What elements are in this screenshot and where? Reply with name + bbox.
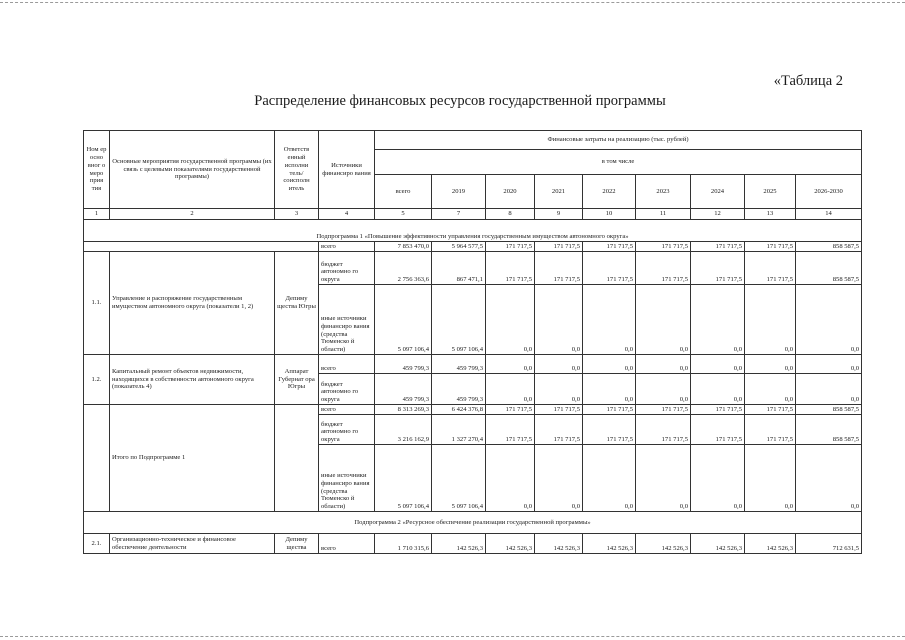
col-head-costs: Финансовые затраты на реализацию (тыс. рублей) [375,131,862,150]
value-cell: 867 471,1 [432,252,486,285]
value-cell: 858 587,5 [796,415,862,445]
value-cell: 3 216 162,9 [375,415,432,445]
subprogram-2-title: Подпрограмма 2 «Ресурсное обеспечение реализации государственной программы» [84,512,862,534]
value-cell: 142 526,3 [691,534,745,554]
scan-edge-top [0,2,905,3]
col-number: 13 [745,209,796,220]
value-cell: 171 717,5 [535,242,583,252]
col-number: 5 [375,209,432,220]
row-number: 1.1. [84,252,110,355]
value-cell: 0,0 [583,285,636,355]
value-cell: 0,0 [636,355,691,374]
col-number: 11 [636,209,691,220]
value-cell: 0,0 [796,445,862,512]
value-cell: 171 717,5 [691,415,745,445]
value-cell: 5 964 577,5 [432,242,486,252]
value-cell: 171 717,5 [486,415,535,445]
value-cell: 171 717,5 [486,252,535,285]
empty-cell [84,405,110,512]
value-cell: 5 097 106,4 [432,445,486,512]
value-cell: 171 717,5 [535,252,583,285]
value-cell: 0,0 [796,355,862,374]
col-number: 8 [486,209,535,220]
source-label: всего [319,355,375,374]
source-label: бюджет автономно го округа [319,252,375,285]
value-cell: 0,0 [745,445,796,512]
value-cell: 171 717,5 [535,405,583,415]
source-label: иные источники финансиро вания (средства Тюменско й области) [319,285,375,355]
value-cell: 7 853 470,0 [375,242,432,252]
table-row [84,534,862,554]
value-cell: 0,0 [691,355,745,374]
value-cell: 0,0 [636,445,691,512]
col-number: 2 [110,209,275,220]
value-cell: 171 717,5 [636,252,691,285]
column-number-row [84,209,862,220]
value-cell: 0,0 [486,374,535,405]
source-label: иные источники финансиро вания (средства Тюменско й области) [319,445,375,512]
source-label: всего [319,534,375,554]
value-cell: 171 717,5 [691,242,745,252]
value-cell: 171 717,5 [583,252,636,285]
value-cell: 0,0 [691,285,745,355]
source-label: всего [319,405,375,415]
table-row [84,405,862,415]
value-cell: 6 424 376,8 [432,405,486,415]
value-cell: 712 631,5 [796,534,862,554]
value-cell: 0,0 [486,355,535,374]
value-cell: 459 799,3 [432,355,486,374]
col-head-2023: 2023 [636,175,691,209]
value-cell: 142 526,3 [583,534,636,554]
value-cell: 858 587,5 [796,405,862,415]
col-head-2021: 2021 [535,175,583,209]
value-cell: 0,0 [486,285,535,355]
col-head-2026-2030: 2026-2030 [796,175,862,209]
col-head-2020: 2020 [486,175,535,209]
col-head-2022: 2022 [583,175,636,209]
financial-table [83,130,862,554]
value-cell: 171 717,5 [583,242,636,252]
subprogram-1-total-row [84,242,862,252]
value-cell: 142 526,3 [535,534,583,554]
col-head-including: в том числе [375,150,862,175]
value-cell: 5 097 106,4 [375,445,432,512]
source-label: бюджет автономно го округа [319,374,375,405]
header-row-1 [84,131,862,150]
col-head-2025: 2025 [745,175,796,209]
value-cell: 0,0 [745,285,796,355]
value-cell: 171 717,5 [636,405,691,415]
value-cell: 0,0 [535,355,583,374]
source-label: всего [319,242,375,252]
value-cell: 171 717,5 [486,405,535,415]
value-cell: 5 097 106,4 [375,285,432,355]
value-cell: 858 587,5 [796,242,862,252]
value-cell: 142 526,3 [432,534,486,554]
value-cell: 0,0 [583,374,636,405]
col-number: 4 [319,209,375,220]
col-head-total: всего [375,175,432,209]
value-cell: 0,0 [636,374,691,405]
measure-name: Организационно-техническое и финансовое обеспечение деятельности [110,534,275,554]
value-cell: 0,0 [535,374,583,405]
value-cell: 5 097 106,4 [432,285,486,355]
col-head-responsible: Ответств енный исполни тель/ соисполн итель [275,131,319,209]
value-cell: 171 717,5 [745,405,796,415]
col-number: 14 [796,209,862,220]
value-cell: 8 313 269,3 [375,405,432,415]
value-cell: 171 717,5 [745,242,796,252]
value-cell: 0,0 [486,445,535,512]
col-number: 9 [535,209,583,220]
value-cell: 0,0 [583,445,636,512]
value-cell: 1 710 315,6 [375,534,432,554]
empty-cell [275,405,319,512]
value-cell: 459 799,3 [375,374,432,405]
value-cell: 171 717,5 [691,405,745,415]
col-number: 10 [583,209,636,220]
col-head-measures: Основные мероприятия государственной программы (их связь с целевыми показателями государственной программы) [110,131,275,209]
value-cell: 142 526,3 [745,534,796,554]
source-label: бюджет автономно го округа [319,415,375,445]
subprogram-2-row [84,512,862,534]
col-number: 3 [275,209,319,220]
table-row [84,252,862,285]
col-head-num: Ном ер осно вног о меро прия тия [84,131,110,209]
value-cell: 171 717,5 [691,252,745,285]
value-cell: 0,0 [745,355,796,374]
value-cell: 142 526,3 [486,534,535,554]
value-cell: 0,0 [583,355,636,374]
table-row [84,355,862,374]
value-cell: 171 717,5 [583,415,636,445]
value-cell: 171 717,5 [535,415,583,445]
measure-name: Управление и распоряжение государственным имуществом автономного округа (показатели 1, 2) [110,252,275,355]
value-cell: 0,0 [535,285,583,355]
value-cell: 171 717,5 [745,415,796,445]
row-number: 1.2. [84,355,110,405]
subprogram-1-row [84,220,862,242]
value-cell: 459 799,3 [432,374,486,405]
subtotal-name: Итого по Подпрограмме 1 [110,405,275,512]
responsible-name: Аппарат Губернат ора Югры [275,355,319,405]
value-cell: 0,0 [636,285,691,355]
col-head-2019: 2019 [432,175,486,209]
col-number: 7 [432,209,486,220]
col-number: 12 [691,209,745,220]
measure-name: Капитальный ремонт объектов недвижимости, находящихся в собственности автономного округа (показатель 4) [110,355,275,405]
value-cell: 0,0 [691,445,745,512]
value-cell: 0,0 [745,374,796,405]
value-cell: 171 717,5 [486,242,535,252]
value-cell: 0,0 [691,374,745,405]
value-cell: 0,0 [796,285,862,355]
responsible-name: Депиму щества Югры [275,252,319,355]
value-cell: 858 587,5 [796,252,862,285]
value-cell: 171 717,5 [636,242,691,252]
col-head-2024: 2024 [691,175,745,209]
value-cell: 171 717,5 [745,252,796,285]
value-cell: 142 526,3 [636,534,691,554]
value-cell: 171 717,5 [636,415,691,445]
scan-edge-bottom [0,636,905,637]
subprogram-1-title: Подпрограмма 1 «Повышение эффективности управления государственным имуществом автономного округа» [84,220,862,242]
value-cell: 1 327 270,4 [432,415,486,445]
col-head-sources: Источники финансиро вания [319,131,375,209]
value-cell: 459 799,3 [375,355,432,374]
value-cell: 171 717,5 [583,405,636,415]
empty-cell [84,242,319,252]
row-number: 2.1. [84,534,110,554]
responsible-name: Депиму щества [275,534,319,554]
value-cell: 0,0 [535,445,583,512]
col-number: 1 [84,209,110,220]
value-cell: 0,0 [796,374,862,405]
page-title: Распределение финансовых ресурсов государственной программы [254,93,666,109]
value-cell: 2 756 363,6 [375,252,432,285]
table-label: «Таблица 2 [773,73,843,89]
